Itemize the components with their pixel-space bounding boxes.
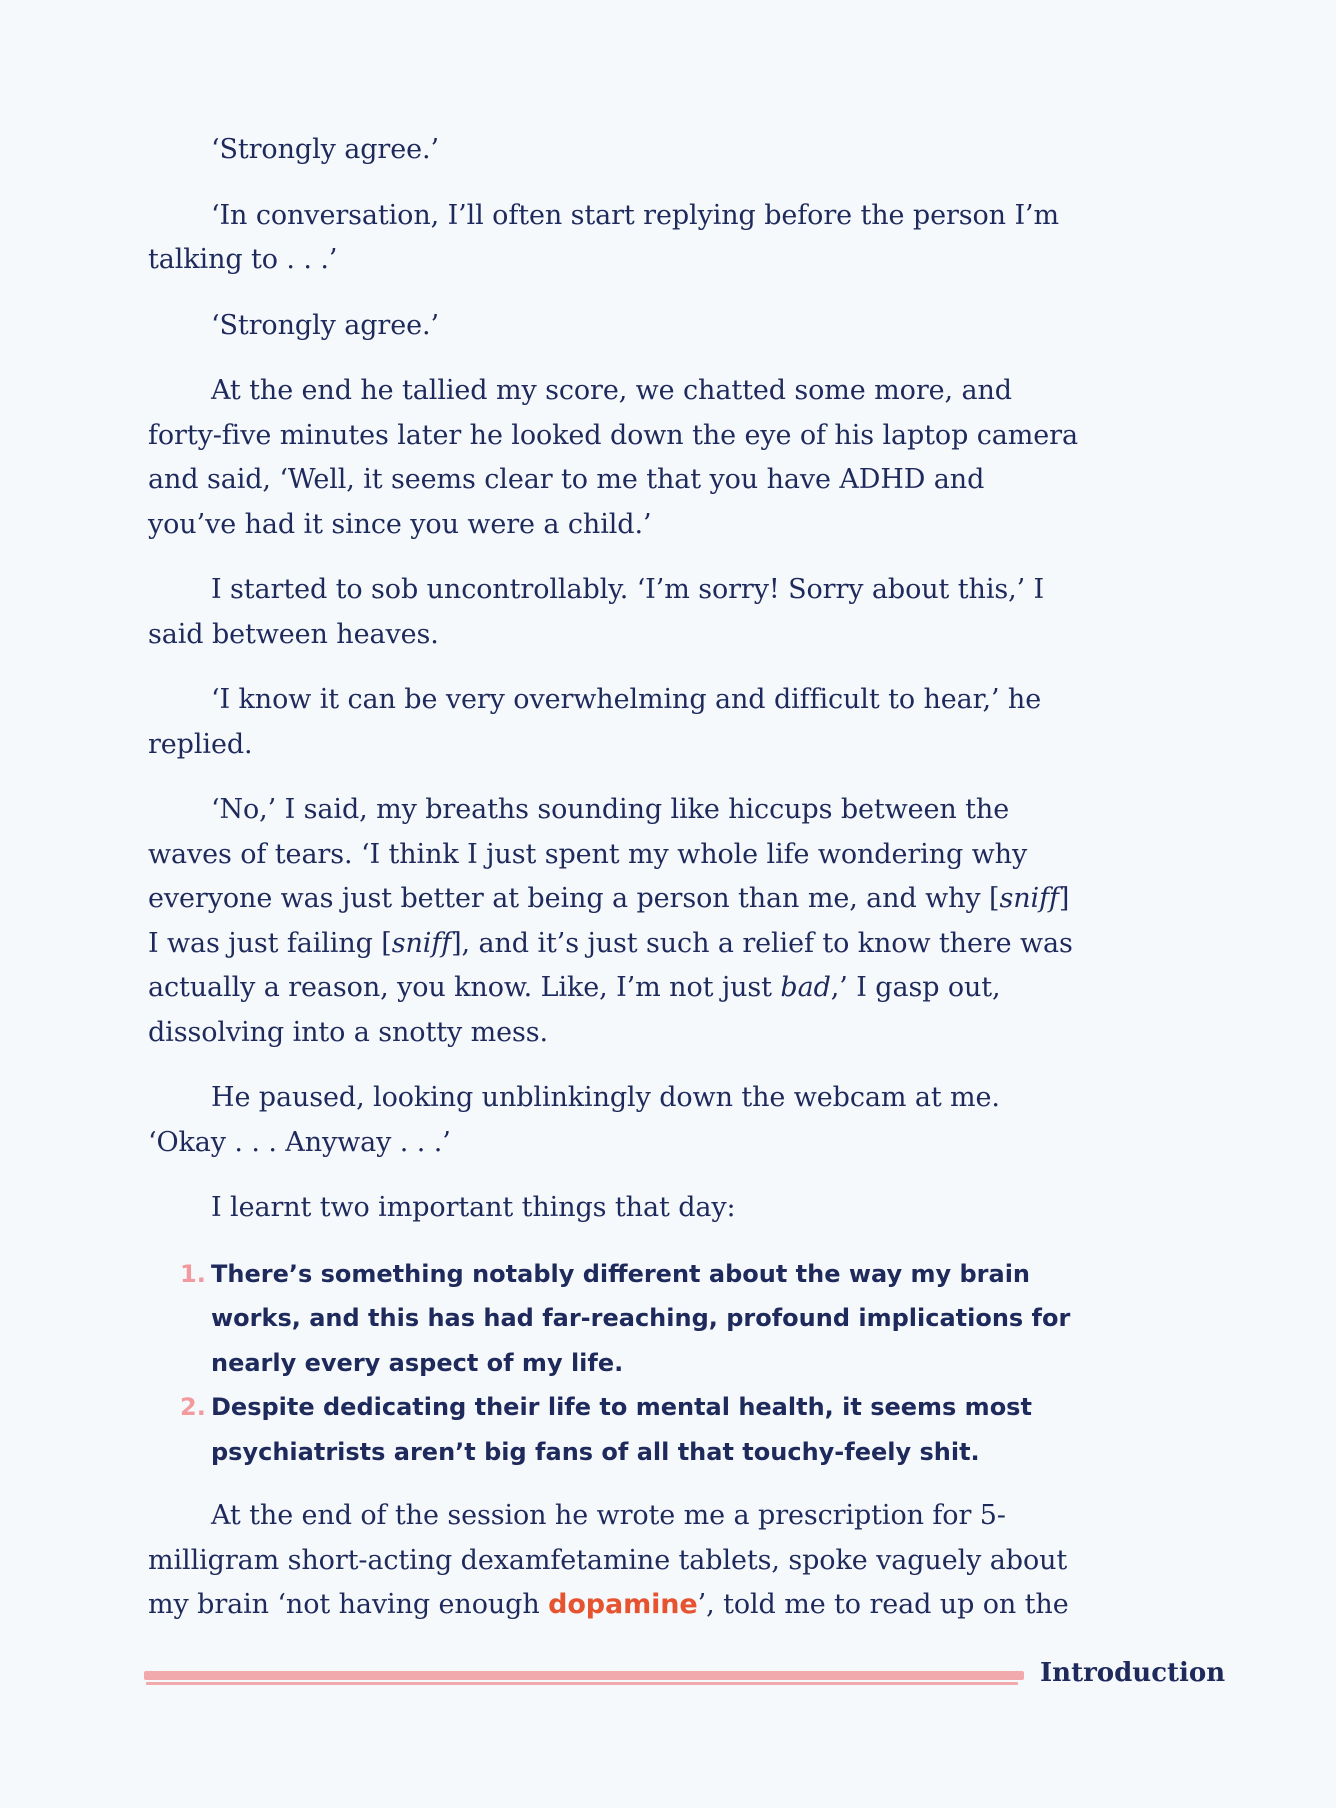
- text-run: ‘No,’ I said, my breaths sounding like hiccups between the waves of tears. ‘I think I just spent my whole life wondering why everyone was just better at being a person than me, and why [: [148, 794, 1028, 914]
- list-item: [148, 1385, 1078, 1474]
- footer-stripe: [146, 1682, 1018, 1685]
- page-body: [148, 128, 1078, 1649]
- text-run: ,’ I gasp out, dissolving into a snotty mess.: [148, 972, 1001, 1048]
- italic-sniff: sniff: [999, 883, 1059, 914]
- italic-sniff: sniff: [391, 927, 452, 959]
- list-number: 2.: [180, 1393, 206, 1421]
- list-item-text: Despite dedicating their life to mental health, it seems most psychiatrists aren’t big fans of all that touchy-feely shit.: [211, 1393, 1032, 1466]
- paragraph: At the end he tallied my score, we chatted some more, and forty-five minutes later he looked down the eye of his laptop camera and said, ‘Well, it seems clear to me that you have ADHD and you’ve had it since you were a child.’: [148, 375, 1078, 540]
- sob-paragraph: [148, 788, 1078, 1055]
- paragraph: ‘Strongly agree.’: [211, 134, 439, 165]
- highlighted-term: dopamine: [548, 1589, 698, 1620]
- list-item-text: There’s something notably different about the way my brain works, and this has had far-reaching, profound implications for nearly every aspect of my life.: [211, 1259, 1071, 1377]
- numbered-list: [148, 1252, 1078, 1475]
- final-paragraph: [148, 1494, 1078, 1628]
- paragraph: I started to sob uncontrollably. ‘I’m sorry! Sorry about this,’ I said between heaves.: [148, 574, 1045, 650]
- footer-stripe: [144, 1671, 1024, 1680]
- paragraph: ‘I know it can be very overwhelming and difficult to hear,’ he replied.: [148, 684, 1042, 760]
- list-number: 1.: [180, 1259, 206, 1288]
- text-run: ], and it’s just such a relief to know there was actually a reason, you know. Like, I’m not just: [148, 927, 1073, 1003]
- text-run: ] I was just failing [: [148, 883, 1070, 959]
- text-run: ’, told me to read up on the: [697, 1589, 1069, 1620]
- list-item: [148, 1252, 1078, 1386]
- learnt-paragraph: I learnt two important things that day:: [211, 1192, 736, 1223]
- paused-paragraph: [148, 1076, 1078, 1165]
- text-line: ‘Okay . . . Anyway . . .’: [148, 1126, 451, 1158]
- text-run: At the end of the session he wrote me a prescription for 5-milligram short-acting dexamfetamine tablets, spoke vaguely about my brain ‘not having enough: [148, 1500, 1068, 1620]
- text-line: He paused, looking unblinkingly down the webcam at me.: [211, 1082, 1000, 1113]
- paragraph: ‘In conversation, I’ll often start replying before the person I’m talking to . . .’: [148, 199, 1059, 275]
- footer-section-title: Introduction: [1040, 1658, 1226, 1688]
- paragraph: ‘Strongly agree.’: [211, 309, 439, 341]
- italic-bad: bad: [780, 972, 831, 1003]
- footer-decorative-bar: [144, 1671, 1024, 1687]
